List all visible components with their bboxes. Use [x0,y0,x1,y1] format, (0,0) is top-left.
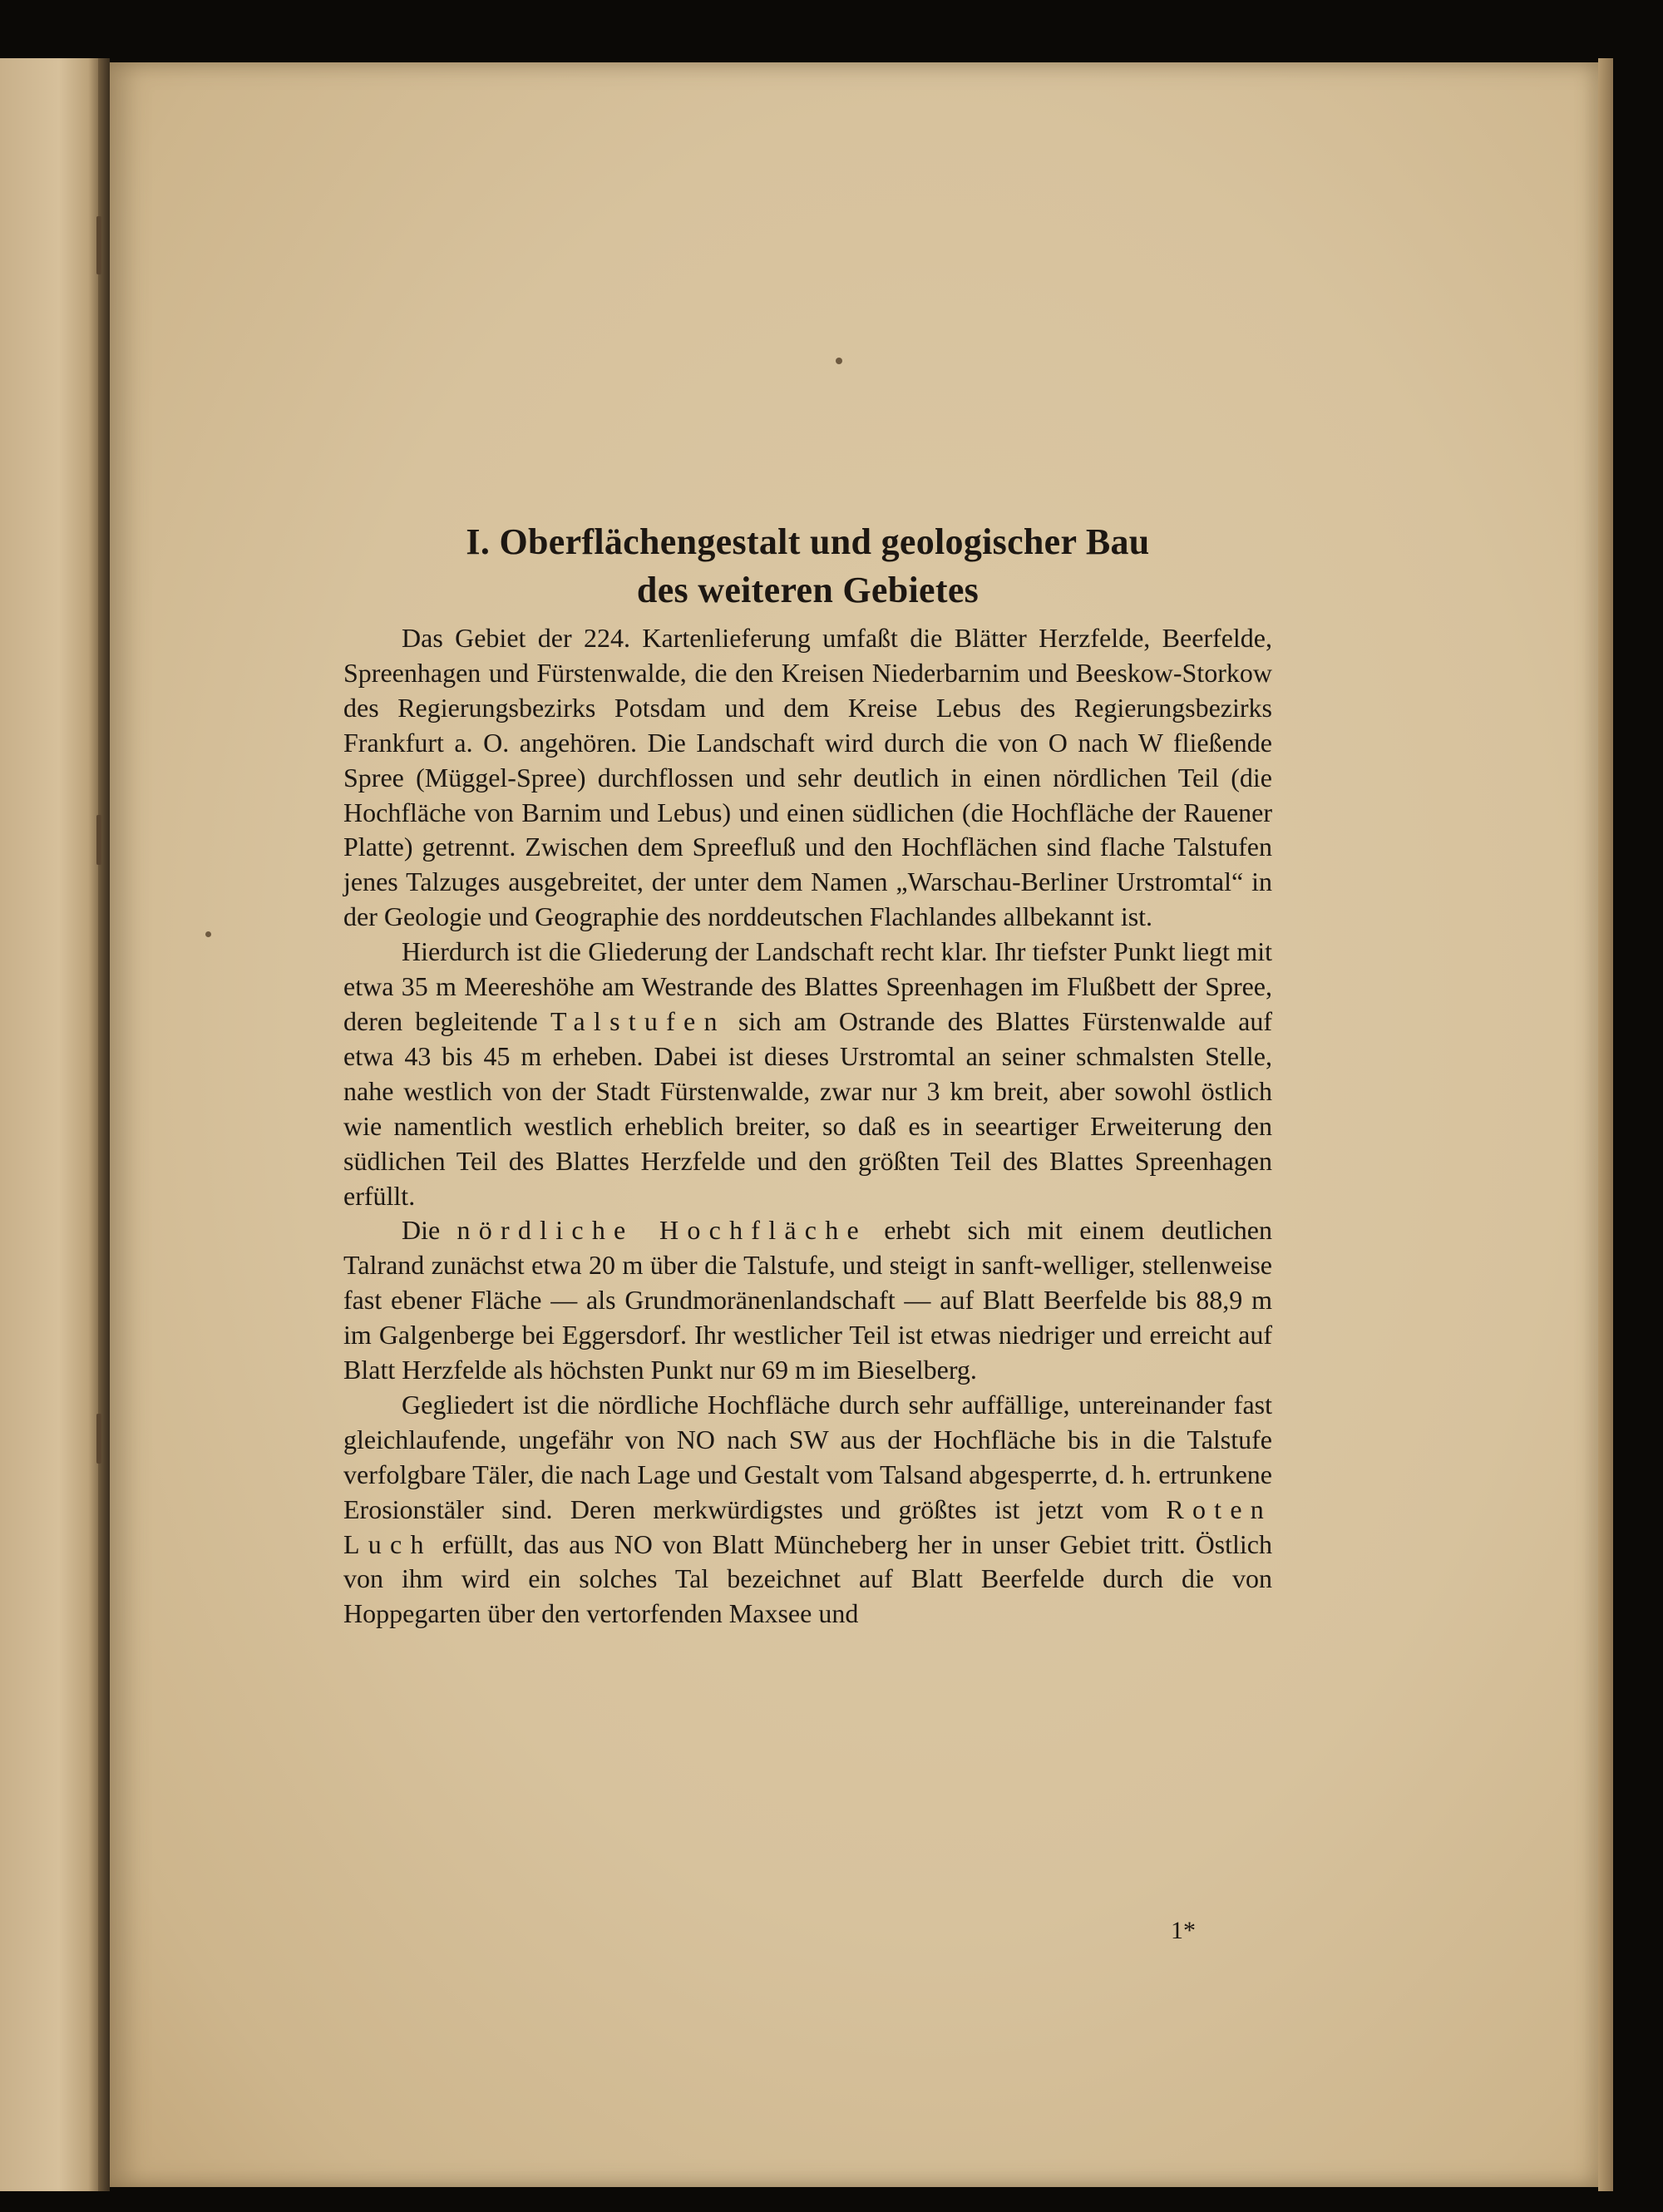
chapter-heading-line-1: I. Oberflächengestalt und geologischer Bau [466,521,1150,562]
page-text [343,518,1272,1632]
chapter-heading-line-2: des weiteren Gebietes [636,570,980,610]
signature-mark: 1* [1171,1917,1196,1944]
binding-stitch [96,216,101,274]
spaced-emphasis-noerdliche-hochflaeche: nördliche Hochfläche [456,1215,867,1246]
spaced-emphasis-talstufen: Talstufen [550,1005,726,1036]
paragraph-text: Die [402,1215,457,1246]
page-stack-edge [1598,58,1613,2191]
binding-stitch [96,1414,101,1464]
paper-spot [836,358,842,364]
chapter-heading [343,518,1272,615]
paragraph-text: Hierdurch ist die Gliederung der Landschaft recht klar. Ihr tiefster Punkt liegt mit etwa 35 m Meereshöhe am Westrande des Blattes Spreenhagen im Flußbett der Spree, deren begleitende [343,936,1272,1036]
paragraph-text: Das Gebiet der 224. Kartenlieferung umfaßt die Blätter Herzfelde, Beerfelde, Spreenhagen und Fürstenwalde, die den Kreisen Niederbarnim und Beeskow-Storkow des Regierungsbezirks Potsdam und dem Kreise Lebus des Regierungsbezirks Frankfurt a. O. angehören. Die Landschaft wird durch die von O nach W fließende Spree (Müggel-Spree) durchflossen und sehr deutlich in einen nördlichen Teil (die Hochfläche von Barnim und Lebus) und einen südlichen (die Hochfläche der Rauener Platte) getrennt. Zwischen dem Spreefluß und den Hochflächen sind flache Talstufen jenes Talzuges ausgebreitet, der unter dem Namen „Warschau-Berliner Urstromtal“ in der Geologie und Geographie des norddeutschen Flachlandes allbekannt ist. [343,623,1272,932]
body-paragraph-4 [343,1388,1272,1632]
paragraph-text: sich am Ostrande des Blattes Fürstenwalde auf etwa 43 bis 45 m erheben. Dabei ist dieses Urstromtal an seiner schmalsten Stelle, nahe westlich von der Stadt Fürstenwalde, zwar nur 3 km breit, aber sowohl östlich wie namentlich westlich erheblich breiter, so daß es in seeartiger Erweiterung den südlichen Teil des Blattes Herzfelde und den größten Teil des Blattes Spreenhagen erfüllt. [343,1005,1273,1211]
paragraph-text: erhebt sich mit einem deutlichen Talrand zunächst etwa 20 m über die Talstufe, und steigt in sanft-welliger, stellenweise fast ebener Fläche — als Grundmoränenlandschaft — auf Blatt Beerfelde bis 88,9 m im Galgenberge bei Eggersdorf. Ihr westlicher Teil ist etwas niedriger und erreicht auf Blatt Herzfelde als höchsten Punkt nur 69 m im Bieselberg. [343,1215,1272,1385]
paragraph-text: Gegliedert ist die nördliche Hochfläche durch sehr auffällige, untereinander fast gleichlaufende, ungefähr von NO nach SW aus der Hochfläche bis in die Talstufe verfolgbare Täler, die nach Lage und Gestalt vom Talsand abgesperrte, d. h. ertrunkene Erosionstäler sind. Deren merkwürdigstes und größtes ist jetzt vom [343,1389,1272,1524]
body-paragraph-1 [343,621,1272,935]
spaced-emphasis-roten-luch: Roten Luch [343,1494,1272,1559]
paper-spot [205,931,211,937]
paragraph-text: erfüllt, das aus NO von Blatt Müncheberg her in unser Gebiet tritt. Östlich von ihm wird ein solches Tal bezeichnet auf Blatt Beerfelde durch die von Hoppegarten über den vertorfenden Maxsee und [343,1528,1272,1629]
body-paragraph-2 [343,935,1272,1213]
facing-page-edge [0,58,98,2191]
book-gutter [98,58,110,2191]
body-paragraph-3 [343,1213,1272,1388]
binding-stitch [96,815,101,865]
